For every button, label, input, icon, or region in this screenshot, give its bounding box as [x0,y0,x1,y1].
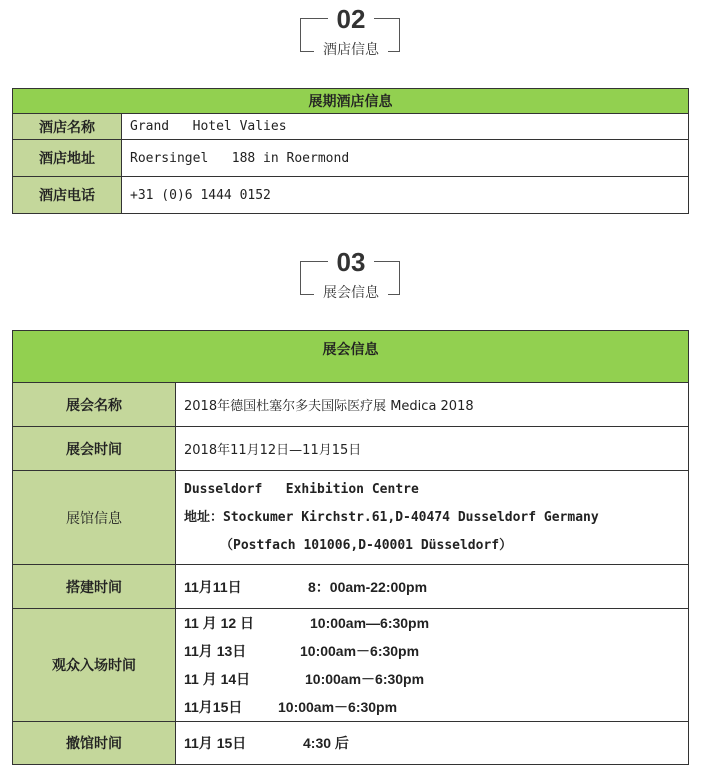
build-time-label: 搭建时间 [13,565,176,609]
expo-time-value: 2018年11月12日—11月15日 [176,427,689,471]
venue-address-label: 地址： [184,509,224,525]
hotel-info-table [12,88,689,214]
build-date: 11月11日 [184,578,242,595]
visitor-hours: 10:00am－6:30pm [300,643,420,659]
visitor-date: 11月15日 [184,699,243,715]
build-hours: 8：00am-22:00pm [308,578,428,595]
dismantle-time-value [176,722,689,765]
venue-line-2 [184,504,688,532]
section-subtitle: 酒店信息 [314,40,388,60]
visitor-time-list [176,609,689,722]
section-heading-expo [300,247,402,301]
hotel-name-value: Grand Hotel Valies [122,114,689,140]
visitor-row [184,693,688,721]
expo-name-value: 2018年德国杜塞尔多夫国际医疗展 Medica 2018 [176,383,689,427]
expo-name-label: 展会名称 [13,383,176,427]
venue-address: Stockumer Kirchstr.61,D-40474 Dusseldorf Germany [223,509,599,525]
build-time-value [176,565,689,609]
dismantle-date: 11月 15日 [184,735,247,751]
hotel-address-value: Roersingel 188 in Roermond [122,140,689,177]
section-number: 03 [328,247,374,277]
venue-line-3: （Postfach 101006,D-40001 Düsseldorf） [220,537,513,553]
dismantle-hours: 4:30 后 [303,735,349,751]
venue-line-1: Dusseldorf Exhibition Centre [184,481,419,497]
dismantle-time-label: 撤馆时间 [13,722,176,765]
expo-table-title: 展会信息 [13,331,689,383]
visitor-hours: 10:00am－6:30pm [278,699,398,715]
visitor-date: 11月 13日 [184,643,247,659]
visitor-date: 11 月 14日 [184,671,251,687]
visitor-hours: 10:00am—6:30pm [310,615,430,631]
section-subtitle: 展会信息 [314,283,388,303]
hotel-name-label: 酒店名称 [13,114,122,140]
visitor-row [184,637,688,665]
expo-info-table [12,330,689,765]
visitor-hours: 10:00am－6:30pm [305,671,425,687]
hotel-table-title: 展期酒店信息 [13,89,689,114]
visitor-row [184,609,688,637]
visitor-time-label: 观众入场时间 [13,609,176,722]
visitor-date: 11 月 12 日 [184,615,255,631]
hotel-phone-label: 酒店电话 [13,177,122,214]
hotel-phone-value: +31 (0)6 1444 0152 [122,177,689,214]
visitor-row [184,665,688,693]
venue-info [176,471,689,565]
venue-label: 展馆信息 [13,471,176,565]
section-number: 02 [328,4,374,34]
expo-time-label: 展会时间 [13,427,176,471]
section-heading-hotel [300,4,402,58]
hotel-address-label: 酒店地址 [13,140,122,177]
